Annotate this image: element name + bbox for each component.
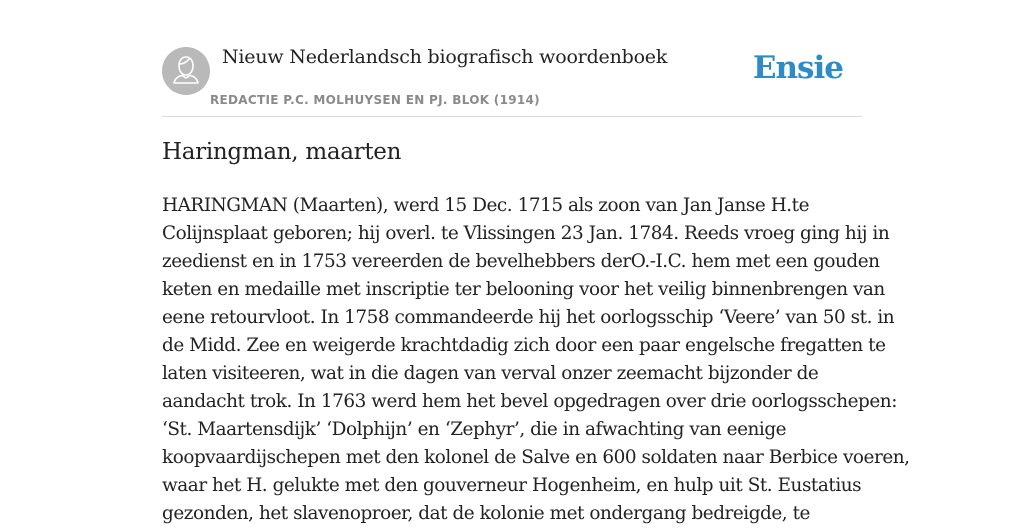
article-line: zeedienst en in 1753 vereerden de bevelhebbers derO.-I.C. hem met een gouden <box>162 251 880 272</box>
article-line: laten visiteeren, wat in die dagen van verval onzer zeemacht bijzonder de <box>162 363 819 384</box>
article-line: Colijnsplaat geboren; hij overl. te Vlissingen 23 Jan. 1784. Reeds vroeg ging hij in <box>162 223 890 244</box>
article-body <box>162 192 910 528</box>
book-title[interactable]: Nieuw Nederlandsch biografisch woordenboek <box>222 46 668 68</box>
article-line: gezonden, het slavenoproer, dat de kolonie met ondergang bedreigde, te <box>162 503 810 524</box>
article-line: aandacht trok. In 1763 werd hem het bevel opgedragen over drie oorlogsschepen: <box>162 391 897 412</box>
article-line: keten en medaille met inscriptie ter belooning voor het veilig binnenbrengen van <box>162 279 885 300</box>
article-title: Haringman, maarten <box>162 139 402 165</box>
book-editors: REDACTIE P.C. MOLHUYSEN EN PJ. BLOK (1914) <box>210 93 540 107</box>
header <box>162 46 862 117</box>
user-avatar-icon[interactable] <box>162 47 210 95</box>
article-line: ‘St. Maartensdijk’ ‘Dolphijn’ en ‘Zephyr’, die in afwachting van eenige <box>162 419 787 440</box>
article-line: koopvaardijschepen met den kolonel de Salve en 600 soldaten naar Berbice voeren, <box>162 447 910 468</box>
ensie-logo[interactable]: Ensie <box>752 50 843 86</box>
article-line: de Midd. Zee en weigerde krachtdadig zich door een paar engelsche fregatten te <box>162 335 886 356</box>
article-line: HARINGMAN (Maarten), werd 15 Dec. 1715 als zoon van Jan Janse H.te <box>162 195 810 216</box>
article-line: waar het H. gelukte met den gouverneur Hogenheim, en hulp uit St. Eustatius <box>162 475 862 496</box>
article-line: eene retourvloot. In 1758 commandeerde hij het oorlogsschip ‘Veere’ van 50 st. in <box>162 307 895 328</box>
